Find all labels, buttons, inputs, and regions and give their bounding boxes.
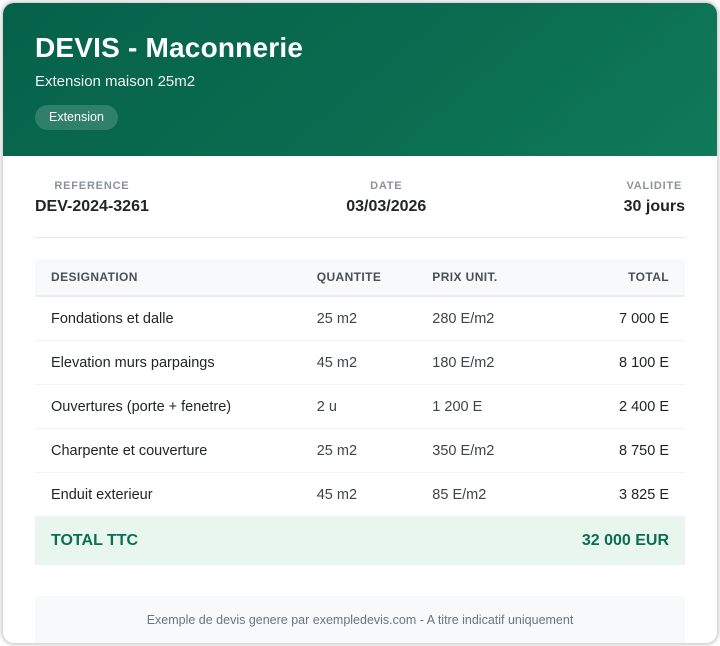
cell-prix-unit: 180 E/m2 — [432, 354, 495, 371]
footer-disclaimer: Exemple de devis genere par exempledevis.com - A titre indicatif uniquement — [35, 596, 685, 643]
cell-total: 3 825 E — [619, 486, 669, 503]
cell-total: 7 000 E — [619, 310, 669, 327]
quote-header — [3, 3, 717, 156]
col-header-quantite: QUANTITE — [316, 270, 382, 285]
category-badge: Extension — [35, 105, 118, 130]
table-row — [35, 473, 685, 517]
table-row — [35, 429, 685, 473]
info-date-label: DATE — [370, 180, 403, 193]
total-row — [35, 517, 685, 565]
cell-prix-unit: 280 E/m2 — [432, 310, 495, 327]
info-validity-label: VALIDITE — [626, 180, 683, 193]
page-title: DEVIS - Maconnerie — [35, 32, 304, 63]
quote-card — [2, 2, 718, 644]
page-subtitle: Extension maison 25m2 — [35, 73, 196, 91]
info-reference — [35, 180, 149, 216]
info-reference-label: REFERENCE — [54, 180, 130, 193]
cell-prix-unit: 350 E/m2 — [432, 442, 495, 459]
table-row — [35, 297, 685, 341]
divider — [35, 237, 685, 238]
col-header-total: TOTAL — [628, 270, 669, 285]
cell-designation: Enduit exterieur — [51, 486, 153, 503]
info-bar — [35, 180, 685, 216]
cell-total: 2 400 E — [619, 398, 669, 415]
cell-quantite: 45 m2 — [316, 354, 358, 371]
table-row — [35, 341, 685, 385]
col-header-designation: DESIGNATION — [51, 270, 138, 285]
col-header-prix-unit: PRIX UNIT. — [432, 270, 498, 285]
cell-prix-unit: 85 E/m2 — [432, 486, 487, 503]
quote-body — [3, 156, 717, 643]
cell-total: 8 100 E — [619, 354, 669, 371]
items-table — [35, 259, 685, 565]
total-label: TOTAL TTC — [51, 532, 139, 550]
cell-designation: Ouvertures (porte + fenetre) — [51, 398, 232, 415]
info-validity — [624, 180, 685, 216]
info-reference-value: DEV-2024-3261 — [35, 198, 149, 216]
info-validity-value: 30 jours — [623, 198, 685, 216]
cell-quantite: 25 m2 — [316, 310, 358, 327]
table-row — [35, 385, 685, 429]
cell-quantite: 2 u — [316, 398, 337, 415]
cell-total: 8 750 E — [619, 442, 669, 459]
info-date — [346, 180, 426, 216]
cell-designation: Fondations et dalle — [51, 310, 174, 327]
table-header-row — [35, 259, 685, 297]
cell-quantite: 45 m2 — [316, 486, 358, 503]
cell-designation: Charpente et couverture — [51, 442, 208, 459]
total-value: 32 000 EUR — [581, 532, 669, 550]
cell-quantite: 25 m2 — [316, 442, 358, 459]
cell-designation: Elevation murs parpaings — [51, 354, 215, 371]
cell-prix-unit: 1 200 E — [432, 398, 483, 415]
info-date-value: 03/03/2026 — [346, 198, 427, 216]
